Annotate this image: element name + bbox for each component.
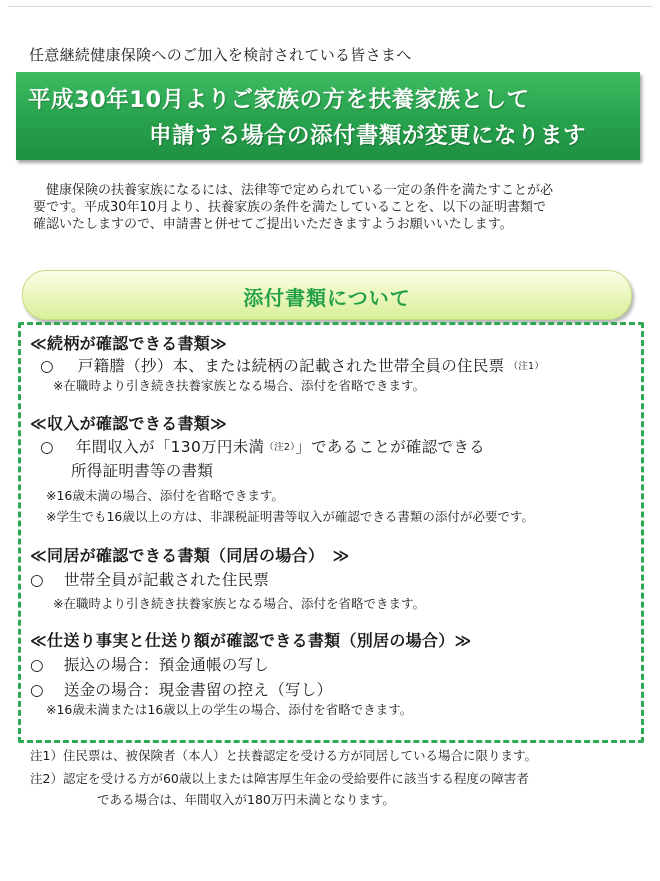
section-title-pill <box>22 270 632 320</box>
intro-line: 確認いたしますので、申請書と併せてご提出いただきますようお願いいたします。 <box>33 217 513 232</box>
section-title: 添付書類について <box>243 286 411 310</box>
circle-bullet: ○ <box>30 681 44 699</box>
footnote-ref: （注1） <box>508 361 545 372</box>
item-text: 送金の場合：現金書留の控え（写し） <box>63 681 333 699</box>
circle-bullet: ○ <box>30 656 44 674</box>
footnote-text: 認定を受ける方が60歳以上または障害厚生年金の受給要件に該当する程度の障害者 <box>62 771 529 786</box>
footnote-label: 注1） <box>30 748 63 763</box>
income-docs-heading: ≪収入が確認できる書類≫ <box>30 414 228 433</box>
relationship-docs-heading: ≪続柄が確認できる書類≫ <box>30 334 228 353</box>
note: ※在職時より引き続き扶養家族となる場合、添付を省略できます。 <box>53 596 425 611</box>
footnote-text: 住民票は、被保険者（本人）と扶養認定を受ける方が同居している場合に限ります。 <box>62 748 537 763</box>
footnote-ref: （注2） <box>264 442 296 453</box>
item-text: 戸籍謄（抄）本、または続柄の記載された世帯全員の住民票 <box>77 357 505 375</box>
headline-line-1: 平成30年10月よりご家族の方を扶養家族として <box>28 87 530 113</box>
footnote-2-continued: である場合は、年間収入が180万円未満となります。 <box>97 792 395 807</box>
cohabitation-docs-heading: ≪同居が確認できる書類（同居の場合） ≫ <box>30 546 350 565</box>
item-text: 年間収入が「130万円未満 <box>75 438 265 456</box>
intro-paragraph <box>33 182 633 233</box>
footnote-label: 注2） <box>30 771 63 786</box>
note: ※16歳未満または16歳以上の学生の場合、添付を省略できます。 <box>46 702 413 717</box>
footnote-1 <box>30 746 537 764</box>
item-text: 」であることが確認できる <box>295 438 485 456</box>
headline-line-2: 申請する場合の添付書類が変更になります <box>149 123 587 149</box>
item-text: 振込の場合：預金通帳の写し <box>63 656 270 674</box>
list-item <box>40 354 544 376</box>
item-text: 世帯全員が記載された住民票 <box>63 571 270 589</box>
headline-banner <box>16 72 640 160</box>
note: ※学生でも16歳以上の方は、非課税証明書等収入が確認できる書類の添付が必要です。 <box>46 509 534 524</box>
top-rule <box>8 6 652 7</box>
note: ※在職時より引き続き扶養家族となる場合、添付を省略できます。 <box>53 378 425 393</box>
intro-line: 健康保険の扶養家族になるには、法律等で定められている一定の条件を満たすことが必 <box>33 183 554 198</box>
list-item <box>30 568 269 590</box>
intro-line: 要です。平成30年10月より、扶養家族の条件を満たしていることを、以下の証明書類で <box>33 200 547 215</box>
footnote-2 <box>30 769 529 787</box>
item-text-continued: 所得証明書等の書類 <box>71 462 214 480</box>
circle-bullet: ○ <box>40 438 54 456</box>
list-item <box>40 435 485 457</box>
list-item <box>30 653 269 675</box>
circle-bullet: ○ <box>40 357 54 375</box>
note: ※16歳未満の場合、添付を省略できます。 <box>46 488 284 503</box>
audience-subtitle: 任意継続健康保険へのご加入を検討されている皆さまへ <box>29 46 412 64</box>
circle-bullet: ○ <box>30 571 44 589</box>
remittance-docs-heading: ≪仕送り事実と仕送り額が確認できる書類（別居の場合）≫ <box>30 631 472 650</box>
list-item <box>30 678 332 700</box>
